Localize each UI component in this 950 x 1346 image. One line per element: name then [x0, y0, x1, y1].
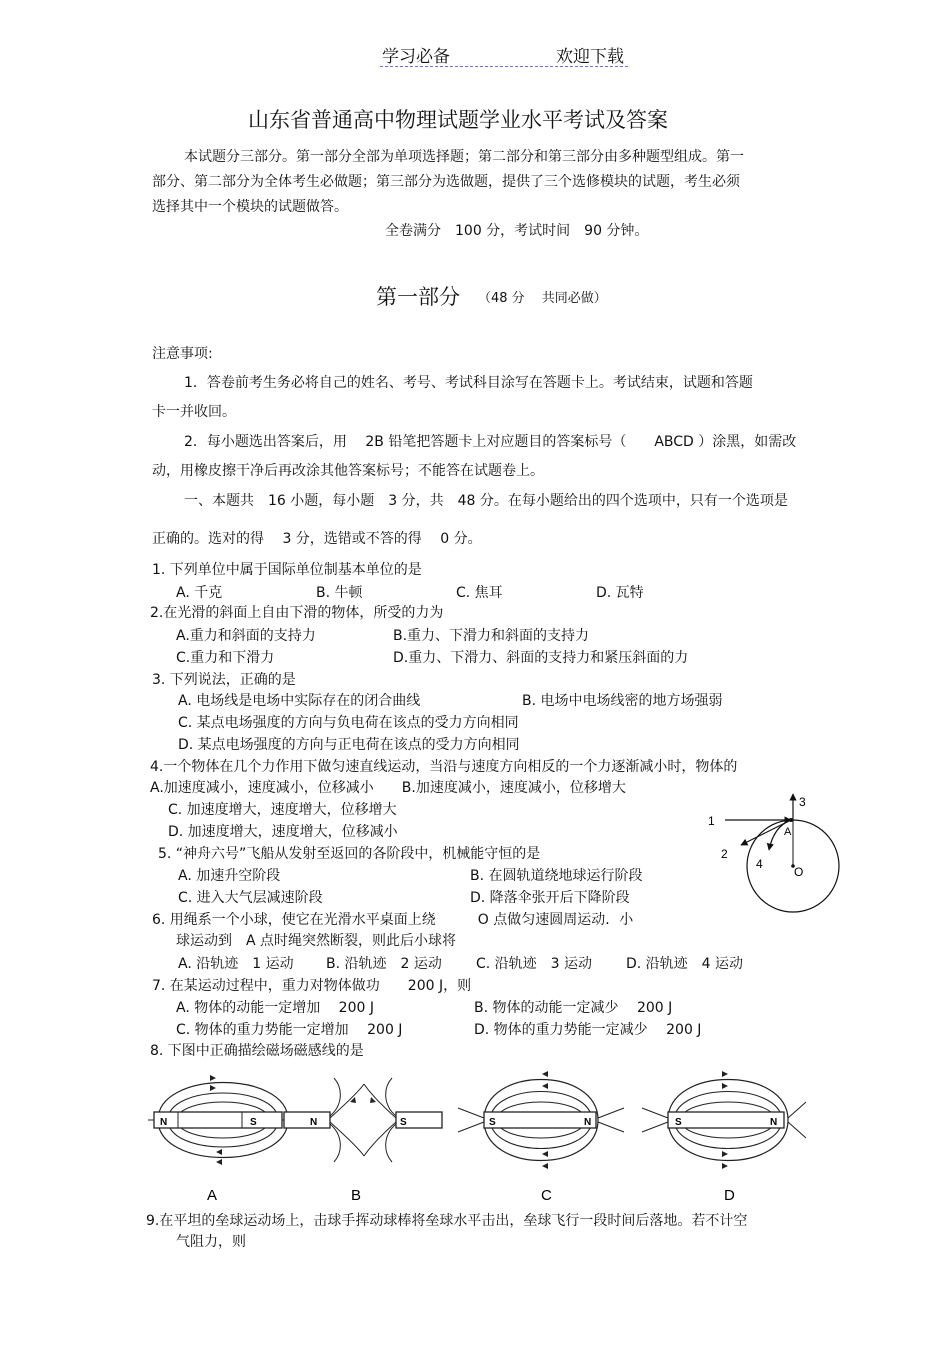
magnet-fields-figure — [138, 1060, 818, 1208]
magnet-c-right-pole: N — [584, 1117, 592, 1128]
q2-option-c: C.重力和下滑力 — [176, 650, 275, 666]
q2-stem: 2.在光滑的斜面上自由下滑的物体，所受的力为 — [150, 605, 444, 621]
caption-c: C — [541, 1187, 552, 1204]
label-1: 1 — [708, 814, 715, 828]
q3-stem: 3. 下列说法，正确的是 — [152, 672, 296, 688]
q6-option-a: A. 沿轨迹 1 运动 — [178, 956, 294, 972]
q2-option-a: A.重力和斜面的支持力 — [176, 628, 316, 644]
q6-stem-line-2: 球运动到 A 点时绳突然断裂，则此后小球将 — [176, 933, 457, 949]
q5-option-b: B. 在圆轨道绕地球运行阶段 — [470, 868, 643, 884]
intro-line-1: 本试题分三部分。第一部分全部为单项选择题；第二部分和第三部分由多种题型组成。第一 — [184, 149, 744, 165]
q1-stem: 1. 下列单位中属于国际单位制基本单位的是 — [152, 562, 422, 578]
q3-option-b: B. 电场中电场线密的地方场强弱 — [522, 693, 723, 709]
q7-option-d: D. 物体的重力势能一定减少 200 J — [474, 1022, 702, 1038]
note-2-line-2: 动，用橡皮擦干净后再改涂其他答案标号；不能答在试题卷上。 — [152, 463, 544, 479]
magnet-d — [642, 1071, 806, 1169]
label-4: 4 — [756, 857, 763, 871]
q1-option-c: C. 焦耳 — [456, 585, 503, 601]
note-2-line-1: 2．每小题选出答案后，用 2B 铅笔把答题卡上对应题目的答案标号（ ABCD ）涂黑，如需改 — [184, 434, 797, 450]
q3-option-a: A. 电场线是电场中实际存在的闭合曲线 — [178, 693, 421, 709]
q7-option-c: C. 物体的重力势能一定增加 200 J — [176, 1022, 403, 1038]
q9-stem-line-2: 气阻力，则 — [176, 1234, 246, 1250]
caption-d: D — [724, 1187, 735, 1204]
note-1-line-2: 卡一并收回。 — [152, 404, 236, 420]
q5-stem: 5. “神舟六号”飞船从发射至返回的各阶段中，机械能守恒的是 — [158, 846, 541, 862]
magnet-d-right-pole: N — [770, 1117, 778, 1128]
q9-stem-line-1: 9.在平坦的垒球运动场上，击球手挥动球棒将垒球水平击出，垒球飞行一段时间后落地。若不计空 — [146, 1213, 748, 1229]
q6-option-d: D. 沿轨迹 4 运动 — [626, 956, 744, 972]
circular-motion-figure — [700, 784, 850, 914]
q4-option-d: D. 加速度增大，速度增大，位移减小 — [168, 824, 398, 840]
q6-stem-line-1: 6. 用绳系一个小球，使它在光滑水平桌面上绕 O 点做匀速圆周运动．小 — [152, 912, 634, 928]
q6-option-b: B. 沿轨迹 2 运动 — [326, 956, 442, 972]
caption-b: B — [351, 1187, 362, 1204]
magnet-a — [148, 1075, 298, 1165]
intro-line-2: 部分、第二部分为全体考生必做题；第三部分为选做题，提供了三个选修模块的试题，考生必须 — [152, 174, 740, 190]
q5-option-c: C. 进入大气层减速阶段 — [178, 890, 323, 906]
q1-option-b: B. 牛顿 — [316, 585, 363, 601]
notes-heading: 注意事项: — [152, 346, 213, 362]
section-title: 第一部分 — [376, 285, 460, 309]
q6-option-c: C. 沿轨迹 3 运动 — [476, 956, 593, 972]
q7-option-b: B. 物体的动能一定减少 200 J — [474, 1000, 673, 1016]
page-title: 山东省普通高中物理试题学业水平考试及答案 — [248, 108, 668, 132]
q1-option-d: D. 瓦特 — [596, 585, 644, 601]
q2-option-b: B.重力、下滑力和斜面的支持力 — [393, 628, 590, 644]
label-a: A — [784, 826, 792, 838]
q3-option-d: D. 某点电场强度的方向与正电荷在该点的受力方向相同 — [178, 737, 520, 753]
section-subtitle: （48 分 共同必做） — [478, 291, 607, 306]
header-left: 学习必备 — [382, 47, 450, 67]
intro-line-3: 选择其中一个模块的试题做答。 — [152, 199, 348, 215]
q8-stem: 8. 下图中正确描绘磁场磁感线的是 — [150, 1043, 364, 1059]
header-right: 欢迎下载 — [556, 47, 624, 67]
q4-stem: 4.一个物体在几个力作用下做匀速直线运动，当沿与速度方向相反的一个力逐渐减小时，物体的 — [150, 759, 738, 775]
score-line: 全卷满分 100 分，考试时间 90 分钟。 — [385, 223, 649, 239]
label-3: 3 — [799, 795, 806, 809]
q3-option-c: C. 某点电场强度的方向与负电荷在该点的受力方向相同 — [178, 715, 519, 731]
magnet-d-left-pole: S — [675, 1117, 682, 1128]
magnet-b — [284, 1078, 442, 1162]
note-1-line-1: 1．答卷前考生务必将自己的姓名、考号、考试科目涂写在答题卡上。考试结束，试题和答题 — [184, 375, 753, 391]
magnet-a-right-pole: S — [250, 1117, 257, 1128]
q7-option-a: A. 物体的动能一定增加 200 J — [176, 1000, 374, 1016]
q5-option-d: D. 降落伞张开后下降阶段 — [470, 890, 630, 906]
q4-option-c: C. 加速度增大，速度增大，位移增大 — [168, 802, 397, 818]
magnet-c — [458, 1071, 624, 1169]
header-dashed-rule — [380, 66, 628, 67]
q2-option-d: D.重力、下滑力、斜面的支持力和紧压斜面的力 — [393, 650, 689, 666]
q4-options-ab: A.加速度减小，速度减小，位移减小 B.加速度减小，速度减小，位移增大 — [150, 780, 626, 796]
part-instruction-line-1: 一、本题共 16 小题，每小题 3 分，共 48 分。在每小题给出的四个选项中，只有一个选项是 — [184, 493, 788, 509]
caption-a: A — [207, 1187, 218, 1204]
magnet-b-left-pole: N — [310, 1117, 318, 1128]
part-instruction-line-2: 正确的。选对的得 3 分，选错或不答的得 0 分。 — [152, 531, 482, 547]
magnet-c-left-pole: S — [489, 1117, 496, 1128]
q1-option-a: A. 千克 — [176, 585, 223, 601]
magnet-a-left-pole: N — [160, 1117, 168, 1128]
magnet-b-right-pole: S — [400, 1117, 407, 1128]
label-o: O — [794, 865, 804, 879]
label-2: 2 — [721, 847, 728, 861]
q5-option-a: A. 加速升空阶段 — [178, 868, 281, 884]
q7-stem: 7. 在某运动过程中，重力对物体做功 200 J，则 — [152, 978, 472, 994]
